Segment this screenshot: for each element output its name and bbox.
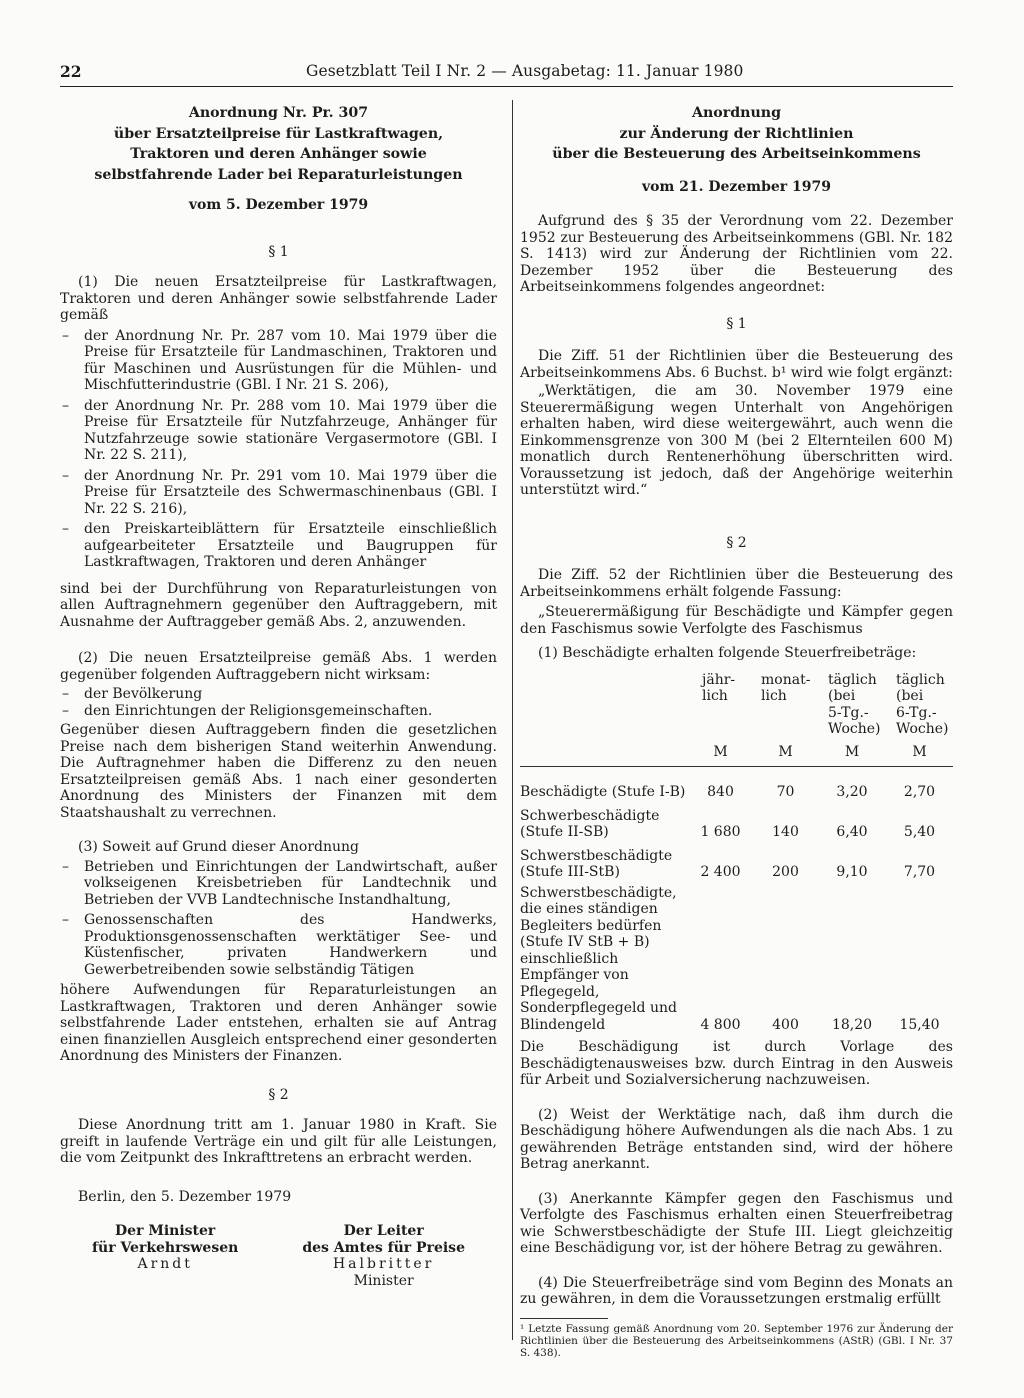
signature-block-2: Der Leiter des Amtes für Preise Halbritter Minister	[302, 1223, 465, 1289]
left-s1-p2-list	[60, 686, 497, 719]
signatory-name: Halbritter	[332, 1256, 435, 1272]
table-row: Beschädigte (Stufe I-B) 840 70 3,20 2,70	[520, 767, 953, 801]
row-label: Schwerstbeschädigte (Stufe III-StB)	[520, 847, 673, 880]
right-date: vom 21. Dezember 1979	[641, 178, 832, 195]
list-item: – der Anordnung Nr. Pr. 288 vom 10. Mai 1979 über die Preise für Ersatzteile für Nutzfahrzeuge, Anhänger für Nutzfahrzeuge sowie stationäre Vergasermotore (GBl. I Nr. 22 S. 211),	[60, 398, 497, 464]
table-row: Schwerstbeschädigte (Stufe III-StB) 2 400 200 9,10 7,70	[520, 841, 953, 881]
right-after-table: Die Beschädigung ist durch Vorlage des Beschädigtenausweises bzw. durch Eintrag in den Ausweis für Arbeit und Sozialversicherung nachzuweisen.	[520, 1039, 953, 1088]
table-unit-row	[520, 744, 953, 767]
place-date: Berlin, den 5. Dezember 1979	[78, 1188, 292, 1205]
row-label: Beschädigte (Stufe I-B)	[520, 784, 686, 800]
left-date: vom 5. Dezember 1979	[188, 197, 369, 213]
list-item: – Betrieben und Einrichtungen der Landwirtschaft, außer volkseigenen Kreisbetrieben für Landtechnik und Betrieben der VVB Landtechnische Instandhaltung,	[60, 859, 497, 909]
right-s1-paragraph: Die Ziff. 51 der Richtlinien über die Besteuerung des Arbeitseinkommens Abs. 6 Buchst. b¹ wird wie folgt ergänzt:	[520, 348, 953, 381]
list-item: – den Einrichtungen der Religionsgemeinschaften.	[60, 703, 497, 720]
right-paragraph-4: (4) Die Steuerfreibeträge sind vom Beginn des Monats an zu gewähren, in dem die Voraussetzungen erstmalig erfüllt	[520, 1274, 953, 1307]
column-header: täglich (bei 6-Tg.- Woche)	[896, 671, 949, 737]
left-s1-paragraph-3-end: höhere Aufwendungen für Reparaturleistungen an Lastkraftwagen, Traktoren und deren Anhänger sowie selbstfahrende Lader entstehen, erhalten sie auf Antrag einen finanziellen Ausgleich entsprechend einer gesonderten Anordnung des Ministers der Finanzen.	[60, 982, 497, 1064]
right-intro: Aufgrund des § 35 der Verordnung vom 22. Dezember 1952 zur Besteuerung des Arbeitseinkommens (GBl. Nr. 182 S. 1413) wird zur Änderung der Richtlinien vom 22. Dezember 1952 über die Besteuerung des Arbeitseinkommens folgendes angeordnet:	[520, 213, 953, 295]
column-header: monat- lich	[761, 671, 811, 704]
list-item: – der Anordnung Nr. Pr. 291 vom 10. Mai 1979 über die Preise für Ersatzteile des Schwermaschinenbaus (GBl. I Nr. 22 S. 216),	[60, 468, 497, 518]
signatures	[60, 1223, 497, 1289]
left-s1-paragraph-2-end: Gegenüber diesen Auftraggebern finden die gesetzlichen Preise nach dem bisherigen Stand weiterhin Anwendung. Die Auftragnehmer haben die Differenz zu den neuen Ersatzteilpreisen gemäß Abs. 1 nach einer gesonderten Anordnung des Ministers der Finanzen mit dem Staatshaushalt zu verrechnen.	[60, 722, 497, 821]
tax-allowance-table	[520, 672, 953, 1034]
signatory-role: Minister	[353, 1272, 414, 1289]
right-s1-quote: „Werktätigen, die am 30. November 1979 eine Steuerermäßigung wegen Unterhalt von Angehörigen erhalten haben, wird diese weitergewährt, auch wenn die Einkommensgrenze von 300 M (bei 2 Elternteilen 600 M) monatlich durch Rentenerhöhung überschritten wird. Voraussetzung ist jedoch, daß der Angehörige weiterhin unterstützt wird.“	[520, 383, 953, 498]
left-s1-paragraph-2: (2) Die neuen Ersatzteilpreise gemäß Abs. 1 werden gegenüber folgenden Auftraggebern nicht wirksam:	[60, 650, 497, 683]
right-column	[520, 103, 953, 1359]
running-head: Gesetzblatt Teil I Nr. 2 — Ausgabetag: 11. Januar 1980	[306, 62, 744, 80]
left-section-2-heading: § 2	[268, 1086, 289, 1103]
footnote-rule	[520, 1318, 608, 1319]
column-header: täglich (bei 5-Tg.- Woche)	[828, 671, 881, 737]
signature-block-1: Der Minister für Verkehrswesen Arndt	[92, 1223, 239, 1272]
right-section-2-heading: § 2	[726, 534, 747, 551]
page-number: 22	[60, 62, 82, 81]
right-title: Anordnung zur Änderung der Richtlinien über die Besteuerung des Arbeitseinkommens	[552, 105, 921, 162]
table-row: Schwerbeschädigte (Stufe II-SB) 1 680 140 6,40 5,40	[520, 801, 953, 841]
right-paragraph-2: (2) Weist der Werktätige nach, daß ihm durch die Beschädigung höhere Aufwendungen als die nach Abs. 1 zu gewährenden Beträge entstanden sind, wird der höhere Betrag anerkannt.	[520, 1106, 953, 1172]
left-section-1-heading: § 1	[268, 243, 289, 260]
left-s1-paragraph-1-end: sind bei der Durchführung von Reparaturleistungen von allen Auftragnehmern gegenüber den Auftraggebern, mit Ausnahme der Auftraggeber gemäß Abs. 2, anzuwenden.	[60, 580, 497, 630]
left-title: Anordnung Nr. Pr. 307 über Ersatzteilpreise für Lastkraftwagen, Traktoren und deren Anhänger sowie selbstfahrende Lader bei Reparaturleistungen	[94, 105, 463, 183]
right-section-1-heading: § 1	[726, 315, 747, 332]
list-item: – der Bevölkerung	[60, 686, 497, 703]
footnote: ¹ Letzte Fassung gemäß Anordnung vom 20. September 1976 zur Änderung der Richtlinien über die Besteuerung des Arbeitseinkommens (AStR) (GBl. I Nr. 37 S. 438).	[520, 1322, 953, 1359]
column-divider	[512, 100, 513, 1340]
right-s2-paragraph: Die Ziff. 52 der Richtlinien über die Besteuerung des Arbeitseinkommens erhält folgende Fassung:	[520, 567, 953, 600]
left-s1-paragraph-3: (3) Soweit auf Grund dieser Anordnung	[78, 839, 359, 855]
list-item: – der Anordnung Nr. Pr. 287 vom 10. Mai 1979 über die Preise für Ersatzteile für Landmaschinen, Traktoren und für Maschinen und Ausrüstungen für die Mühlen- und Mischfutterindustrie (GBl. I Nr. 21 S. 206),	[60, 328, 497, 394]
table-row: Schwerstbeschädigte, die eines ständigen Begleiters bedürfen (Stufe IV StB + B) einschließlich Empfänger von Pflegegeld, Sonderpflegegeld und Blindengeld 4 800 400 18,20 15,40	[520, 881, 953, 1034]
row-label: Schwerstbeschädigte, die eines ständigen Begleiters bedürfen (Stufe IV StB + B) einschließlich Empfänger von Pflegegeld, Sonderpflegegeld und Blindengeld	[520, 884, 677, 1033]
page-header	[60, 62, 953, 87]
signatory-name: Arndt	[137, 1256, 193, 1272]
unit-label: M	[713, 743, 728, 760]
left-s1-p3-list	[60, 859, 497, 979]
list-item: – Genossenschaften des Handwerks, Produktionsgenossenschaften werktätiger See- und Küstenfischer, privaten Handwerkern und Gewerbetreibenden sowie selbständig Tätigen	[60, 912, 497, 978]
unit-label: M	[912, 743, 927, 760]
unit-label: M	[844, 743, 860, 760]
column-header: jähr- lich	[702, 671, 736, 704]
row-label: Schwerbeschädigte (Stufe II-SB)	[520, 807, 660, 840]
left-s2-paragraph: Diese Anordnung tritt am 1. Januar 1980 in Kraft. Sie greift in laufende Verträge ein und gilt für alle Leistungen, die vom Zeitpunkt des Inkrafttretens an erbracht werden.	[60, 1117, 497, 1166]
right-s2-paragraph-1: (1) Beschädigte erhalten folgende Steuerfreibeträge:	[538, 645, 917, 661]
left-column	[60, 103, 497, 1289]
right-s2-quote: „Steuerermäßigung für Beschädigte und Kämpfer gegen den Faschismus sowie Verfolgte des Faschismus	[520, 604, 953, 637]
unit-label: M	[778, 743, 793, 760]
list-item: – den Preiskarteiblättern für Ersatzteile einschließlich aufgearbeiteter Ersatzteile und Baugruppen für Lastkraftwagen, Traktoren und deren Anhänger	[60, 521, 497, 571]
left-s1-list	[60, 328, 497, 571]
left-s1-paragraph-1: (1) Die neuen Ersatzteilpreise für Lastkraftwagen, Traktoren und deren Anhänger sowie selbstfahrende Lader gemäß	[60, 274, 497, 323]
right-paragraph-3: (3) Anerkannte Kämpfer gegen den Faschismus und Verfolgte des Faschismus erhalten einen Steuerfreibetrag wie Schwerstbeschädigte der Stufe III. Liegt gleichzeitig eine Beschädigung vor, ist der höhere Betrag zu gewähren.	[520, 1190, 953, 1256]
table-header-row	[520, 672, 953, 744]
